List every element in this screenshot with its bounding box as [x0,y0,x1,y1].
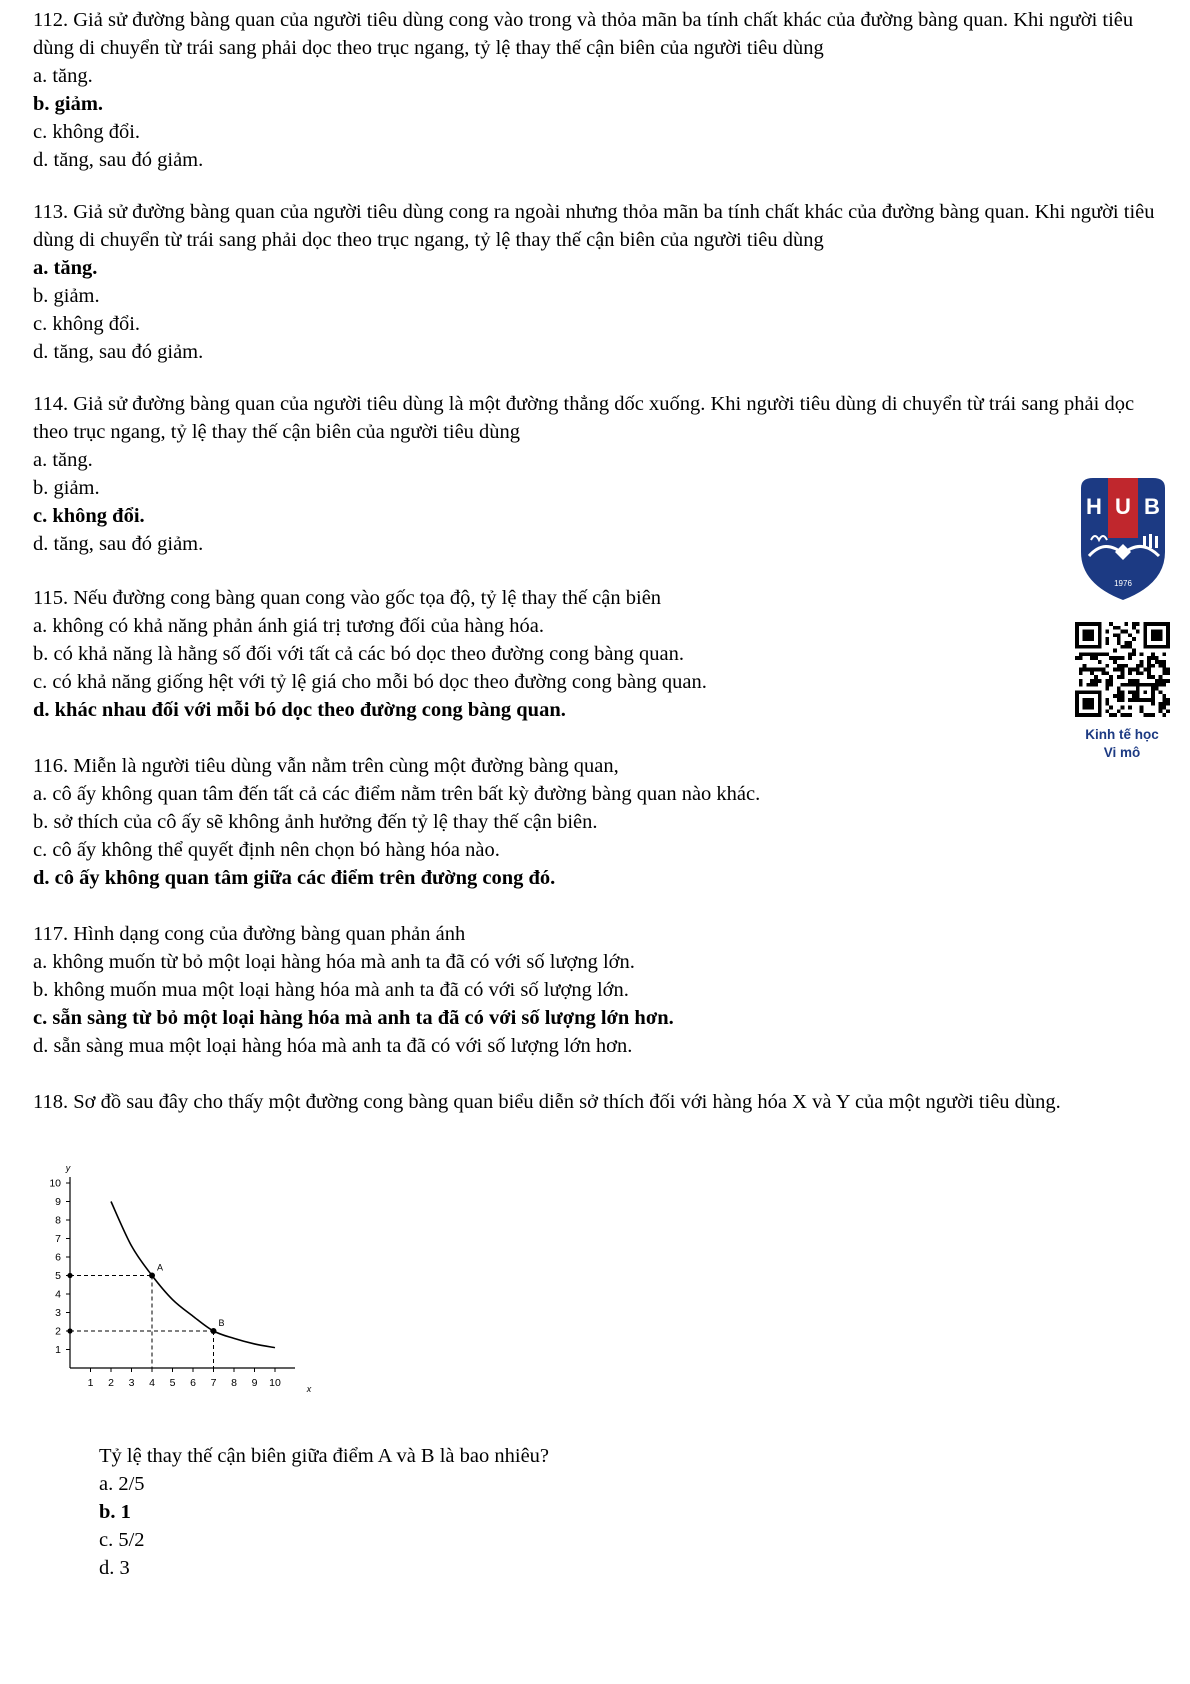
option-a: a. tăng. [33,449,93,471]
option-c: c. không đổi. [33,313,141,335]
y-tick-label-7: 7 [55,1233,61,1245]
option-a: a. không muốn từ bỏ một loại hàng hóa mà anh ta đã có với số lượng lớn. [33,951,635,973]
option-b: b. có khả năng là hằng số đối với tất cả các bó dọc theo đường cong bàng quan. [33,643,685,665]
x-tick-label-8: 8 [231,1377,237,1389]
question-stem: 112. Giả sử đường bàng quan của người tiêu dùng cong vào trong và thỏa mãn ba tính chất khác của đường bàng quan. Khi người tiêu dùng di chuyển từ trái sang phải dọc theo trục ngang, tỷ lệ thay thế cận biên của người tiêu dùng [33,9,1134,59]
question-114 [33,390,1173,558]
option-d: d. tăng, sau đó giảm. [33,533,204,555]
brand-line-1: Kinh tế học [1085,727,1159,742]
logo-letter-u: U [1115,494,1131,519]
question-stem: 114. Giả sử đường bàng quan của người tiêu dùng là một đường thẳng dốc xuống. Khi người tiêu dùng di chuyển từ trái sang phải dọc theo trục ngang, tỷ lệ thay thế cận biên của người tiêu dùng [33,393,1135,443]
indifference-curve-chart [22,1150,322,1410]
option-b: b. giảm. [33,477,100,499]
y-axis-label: y [65,1163,71,1173]
option-d-correct: d. cô ấy không quan tâm giữa các điểm trên đường cong đó. [33,867,556,889]
point-a [149,1273,155,1279]
y-tick-label-4: 4 [55,1288,61,1301]
logo-letter-h: H [1086,494,1102,519]
option-a: a. không có khả năng phản ánh giá trị tương đối của hàng hóa. [33,615,544,637]
option-d-correct: d. khác nhau đối với mỗi bó dọc theo đường cong bàng quan. [33,699,566,721]
x-tick-label-7: 7 [210,1377,217,1389]
followup-question: Tỷ lệ thay thế cận biên giữa điểm A và B là bao nhiêu? [99,1445,550,1467]
question-116 [33,752,1173,892]
option-c-correct: c. sẵn sàng từ bỏ một loại hàng hóa mà anh ta đã có với số lượng lớn hơn. [33,1007,674,1029]
option-c-correct: c. không đổi. [33,505,145,527]
y-tick-label-3: 3 [55,1307,61,1319]
y-tick-label-9: 9 [55,1196,61,1208]
question-117 [33,920,1173,1060]
option-b: b. không muốn mua một loại hàng hóa mà anh ta đã có với số lượng lớn. [33,979,629,1001]
x-tick-label-2: 2 [108,1377,114,1389]
option-a: a. tăng. [33,65,93,87]
hub-university-logo [1075,474,1171,604]
x-tick-label-4: 4 [149,1377,155,1389]
point-b-y-marker [67,1328,72,1333]
question-118-followup [99,1442,549,1582]
point-a-label: A [157,1262,164,1273]
logo-letter-b: B [1144,494,1160,519]
option-b-correct: b. 1 [99,1501,131,1523]
option-c: c. có khả năng giống hệt với tỷ lệ giá cho mỗi bó dọc theo đường cong bàng quan. [33,671,707,693]
point-a-y-marker [67,1273,72,1278]
option-d: d. sẵn sàng mua một loại hàng hóa mà anh ta đã có với số lượng lớn hơn. [33,1035,633,1057]
question-118 [33,1088,1173,1116]
question-stem: 116. Miễn là người tiêu dùng vẫn nằm trên cùng một đường bàng quan, [33,755,619,777]
question-stem: 118. Sơ đồ sau đây cho thấy một đường cong bàng quan biểu diễn sở thích đối với hàng hóa X và Y của một người tiêu dùng. [33,1091,1061,1113]
question-stem: 115. Nếu đường cong bàng quan cong vào gốc tọa độ, tỷ lệ thay thế cận biên [33,587,662,609]
option-a: a. 2/5 [99,1473,145,1495]
indifference-curve [111,1202,275,1348]
option-b-correct: b. giảm. [33,93,104,115]
option-c: c. cô ấy không thể quyết định nên chọn bó hàng hóa nào. [33,839,500,861]
x-tick-label-9: 9 [251,1377,258,1389]
question-115 [33,584,1173,724]
qr-code [1075,622,1170,717]
question-112 [33,6,1173,174]
question-113 [33,198,1173,366]
brand-line-2: Vi mô [1103,745,1141,760]
option-c: c. không đổi. [33,121,141,143]
x-tick-label-1: 1 [87,1377,94,1389]
y-tick-label-5: 5 [55,1270,61,1282]
x-tick-label-3: 3 [128,1377,135,1389]
y-tick-label-2: 2 [55,1325,61,1338]
option-d: d. tăng, sau đó giảm. [33,341,204,363]
question-stem: 113. Giả sử đường bàng quan của người tiêu dùng cong ra ngoài nhưng thỏa mãn ba tính chất khác của đường bàng quan. Khi người tiêu dùng di chuyển từ trái sang phải dọc theo trục ngang, tỷ lệ thay thế cận biên của người tiêu dùng [33,201,1155,251]
y-tick-label-6: 6 [55,1251,61,1264]
y-tick-label-8: 8 [55,1214,61,1227]
y-tick-label-10: 10 [49,1177,61,1190]
x-tick-label-6: 6 [190,1377,196,1389]
point-b [211,1328,217,1334]
option-b: b. sở thích của cô ấy sẽ không ảnh hưởng đến tỷ lệ thay thế cận biên. [33,811,598,833]
option-b: b. giảm. [33,285,100,307]
point-b-label: B [218,1318,225,1328]
x-tick-label-5: 5 [169,1377,176,1389]
logo-year: 1976 [1114,579,1132,588]
question-stem: 117. Hình dạng cong của đường bàng quan phản ánh [33,923,466,945]
course-brand [1056,726,1188,762]
option-d: d. 3 [99,1557,130,1579]
option-a-correct: a. tăng. [33,257,98,279]
option-d: d. tăng, sau đó giảm. [33,149,204,171]
y-tick-label-1: 1 [55,1344,61,1356]
x-tick-label-10: 10 [269,1377,281,1389]
option-c: c. 5/2 [99,1529,145,1551]
x-axis-label: x [306,1384,312,1394]
option-a: a. cô ấy không quan tâm đến tất cả các điểm nằm trên bất kỳ đường bàng quan nào khác. [33,783,761,805]
